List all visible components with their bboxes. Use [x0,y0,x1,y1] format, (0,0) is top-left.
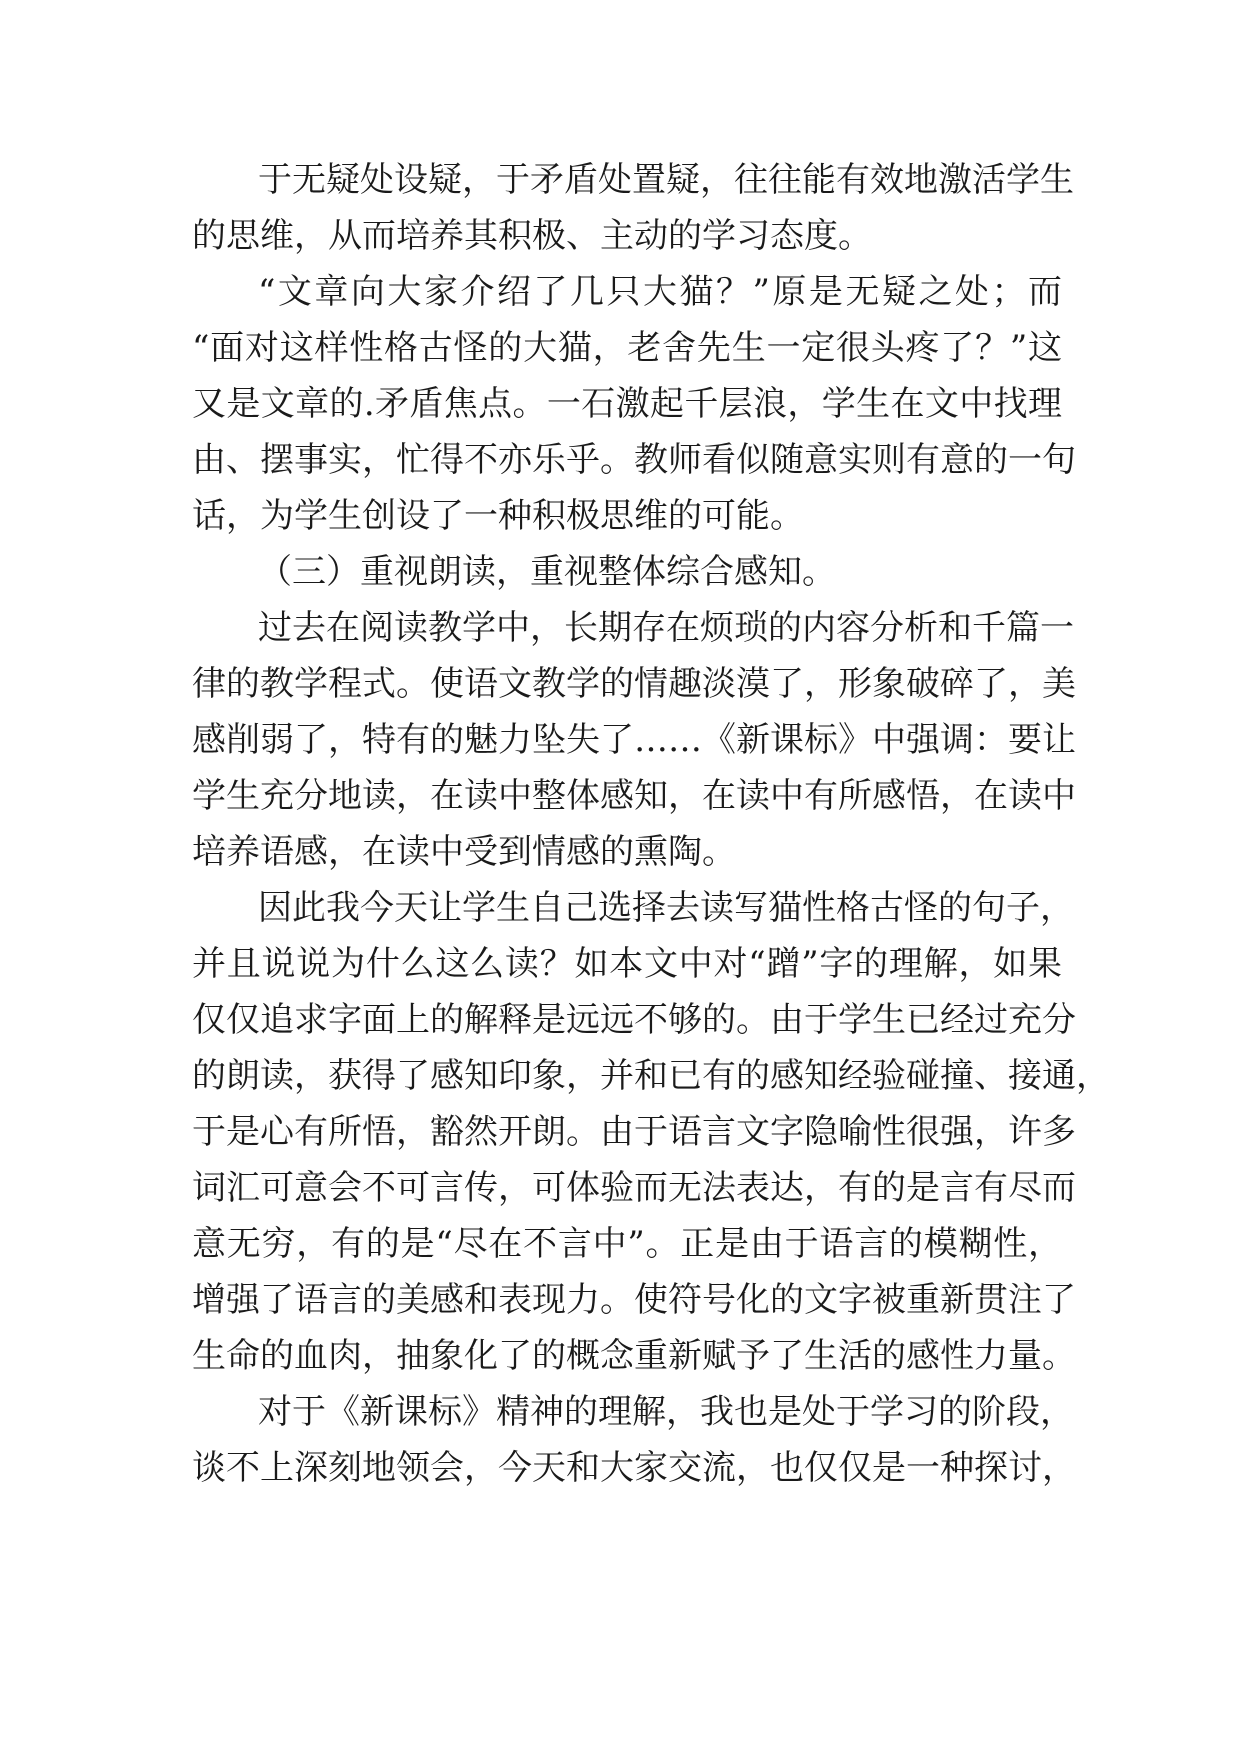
text-line-5: 又是文章的.矛盾焦点。一石激起千层浪，学生在文中找理 [192,384,1062,424]
text-line-24: 谈不上深刻地领会，今天和大家交流，也仅仅是一种探讨， [192,1448,1076,1488]
text-line-20: 意无穷，有的是“尽在不言中”。正是由于语言的模糊性， [192,1224,1062,1264]
text-line-19: 词汇可意会不可言传，可体验而无法表达，有的是言有尽而 [192,1168,1076,1208]
text-line-11: 感削弱了，特有的魅力坠失了……《新课标》中强调：要让 [192,720,1076,760]
section-heading: （三）重视朗读，重视整体综合感知。 [258,552,836,592]
text-line-23: 对于《新课标》精神的理解，我也是处于学习的阶段， [258,1392,1074,1432]
text-line-15: 并且说说为什么这么读？如本文中对“蹭”字的理解，如果 [192,944,1062,984]
text-line-12: 学生充分地读，在读中整体感知，在读中有所感悟，在读中 [192,776,1076,816]
text-line-13: 培养语感，在读中受到情感的熏陶。 [192,832,736,872]
text-line-7: 话，为学生创设了一种积极思维的可能。 [192,496,804,536]
text-line-22: 生命的血肉，抽象化了的概念重新赋予了生活的感性力量。 [192,1336,1076,1376]
text-line-9: 过去在阅读教学中，长期存在烦琐的内容分析和千篇一 [258,608,1074,648]
text-line-10: 律的教学程式。使语文教学的情趣淡漠了，形象破碎了，美 [192,664,1076,704]
text-line-18: 于是心有所悟，豁然开朗。由于语言文字隐喻性很强，许多 [192,1112,1076,1152]
text-line-2: 的思维，从而培养其积极、主动的学习态度。 [192,216,872,256]
text-line-17: 的朗读，获得了感知印象，并和已有的感知经验碰撞、接通， [192,1056,1110,1096]
text-line-21: 增强了语言的美感和表现力。使符号化的文字被重新贯注了 [192,1280,1076,1320]
text-line-14: 因此我今天让学生自己选择去读写猫性格古怪的句子， [258,888,1074,928]
text-line-3: “文章向大家介绍了几只大猫？”原是无疑之处；而 [258,272,1062,312]
text-line-4: “面对这样性格古怪的大猫，老舍先生一定很头疼了？”这 [192,328,1062,368]
text-line-6: 由、摆事实，忙得不亦乐乎。教师看似随意实则有意的一句 [192,440,1076,480]
text-line-16: 仅仅追求字面上的解释是远远不够的。由于学生已经过充分 [192,1000,1076,1040]
text-line-1: 于无疑处设疑，于矛盾处置疑，往往能有效地激活学生 [258,160,1074,200]
